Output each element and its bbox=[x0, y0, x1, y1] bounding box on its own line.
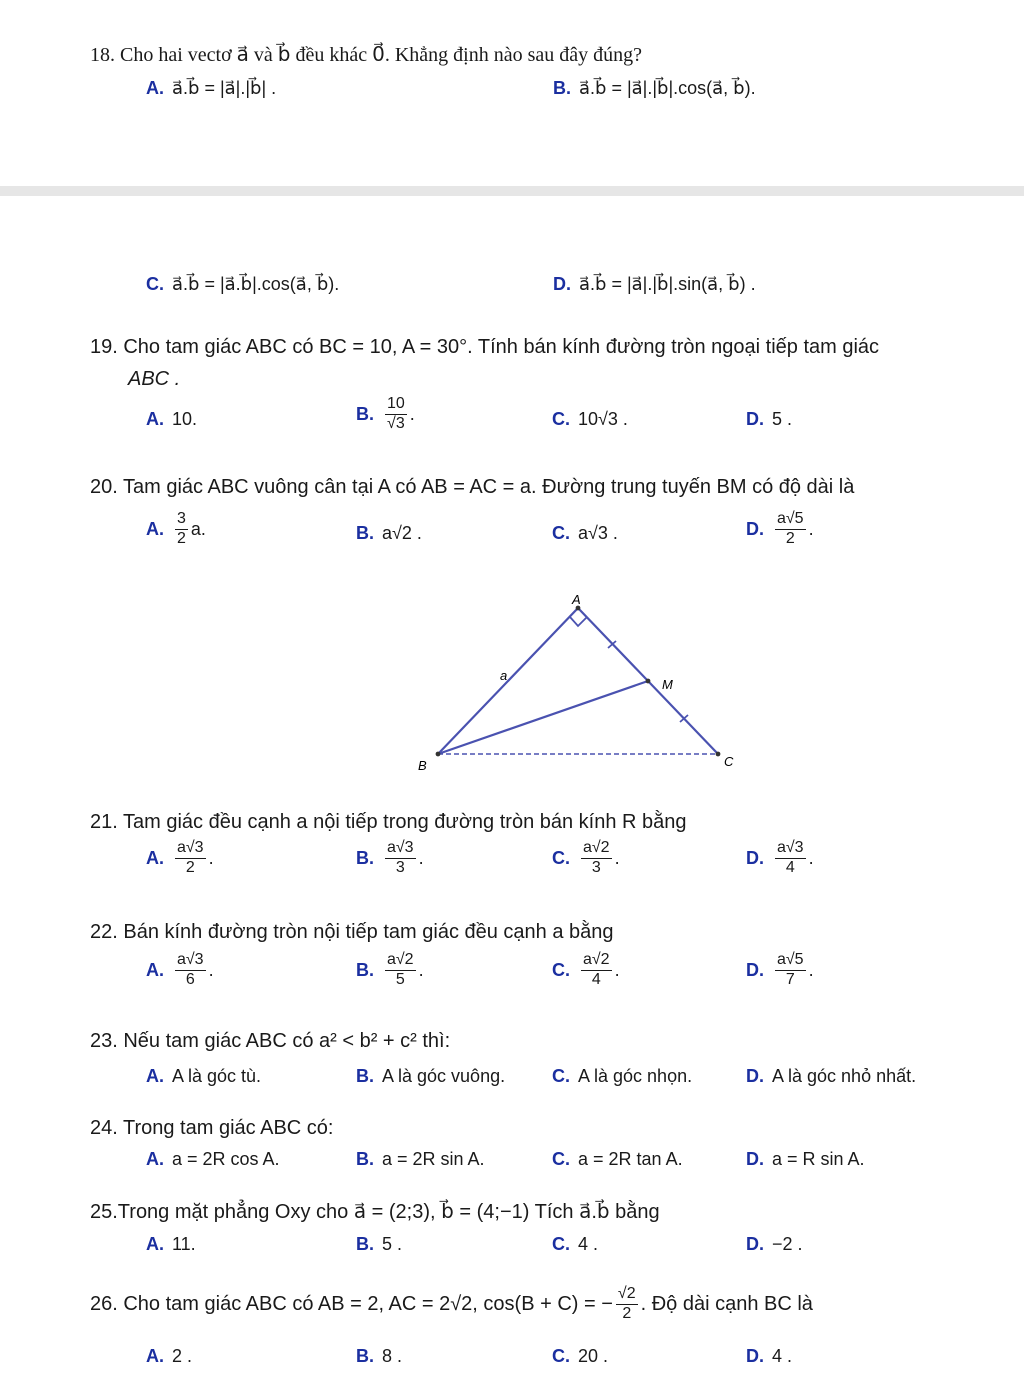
option-label: C. bbox=[552, 847, 570, 868]
q18-option-b[interactable] bbox=[553, 78, 756, 99]
option-text: 4 . bbox=[578, 1234, 599, 1254]
option-text: 4 . bbox=[772, 1346, 793, 1366]
q25-option-c[interactable] bbox=[552, 1234, 598, 1255]
option-label: B. bbox=[356, 523, 374, 543]
option-tail: . bbox=[808, 959, 814, 980]
label-c: C bbox=[724, 754, 734, 769]
option-tail: . bbox=[418, 847, 424, 868]
option-label: A. bbox=[146, 959, 164, 980]
q26-option-b[interactable] bbox=[356, 1346, 402, 1367]
q25-option-b[interactable] bbox=[356, 1234, 402, 1255]
fraction bbox=[175, 952, 206, 989]
q23-option-c[interactable] bbox=[552, 1066, 692, 1087]
option-label: C. bbox=[552, 523, 570, 543]
q26-option-a[interactable] bbox=[146, 1346, 192, 1367]
option-label: C. bbox=[552, 1346, 570, 1366]
option-tail: . bbox=[808, 518, 814, 539]
fraction bbox=[385, 952, 416, 989]
option-text: 20 . bbox=[578, 1346, 609, 1366]
fraction-numerator: a√3 bbox=[775, 840, 806, 859]
option-tail: . bbox=[208, 847, 214, 868]
q22-option-d[interactable] bbox=[746, 952, 814, 989]
q20-option-d[interactable] bbox=[746, 511, 814, 548]
q24-option-a[interactable] bbox=[146, 1149, 280, 1170]
option-label: C. bbox=[552, 1149, 570, 1169]
option-text: A là góc nhọn. bbox=[578, 1066, 693, 1086]
option-text: a√2 . bbox=[382, 523, 422, 543]
fraction-denominator: 2 bbox=[185, 858, 195, 876]
label-a: A bbox=[572, 592, 581, 607]
fraction-numerator: a√3 bbox=[175, 952, 206, 971]
fraction-denominator: 2 bbox=[785, 529, 795, 547]
fraction-denominator: 3 bbox=[395, 858, 405, 876]
q21-stem: 21. Tam giác đều cạnh a nội tiếp trong đường tròn bán kính R bằng bbox=[90, 811, 687, 833]
option-label: D. bbox=[746, 1066, 764, 1086]
side-ab bbox=[438, 608, 578, 754]
option-label: B. bbox=[356, 1149, 374, 1169]
q18-option-d[interactable] bbox=[553, 274, 756, 295]
option-label: B. bbox=[356, 847, 374, 868]
option-label: C. bbox=[552, 409, 570, 429]
right-angle-mark bbox=[570, 617, 587, 626]
option-text: A là góc vuông. bbox=[382, 1066, 506, 1086]
q26-stem-text: 26. Cho tam giác ABC có AB = 2, AC = 2√2, cos(B + C) = − bbox=[90, 1292, 613, 1315]
fraction-denominator: 2 bbox=[177, 529, 186, 547]
fraction-numerator: a√3 bbox=[385, 840, 416, 859]
q20-option-a[interactable] bbox=[146, 511, 206, 548]
triangle-figure bbox=[400, 590, 760, 780]
option-text: A là góc tù. bbox=[172, 1066, 262, 1086]
option-label: C. bbox=[552, 1234, 570, 1254]
q20-option-c[interactable] bbox=[552, 523, 618, 544]
fraction-denominator: 4 bbox=[591, 970, 601, 988]
option-text: a⃗.b⃗ = |a⃗|.|b⃗|.cos(a⃗, b⃗). bbox=[579, 78, 756, 98]
option-tail: . bbox=[208, 959, 214, 980]
option-label: B. bbox=[356, 1234, 374, 1254]
q22-option-b[interactable] bbox=[356, 952, 424, 989]
q19-stem: 19. Cho tam giác ABC có BC = 10, A = 30°. Tính bán kính đường tròn ngoại tiếp tam giác bbox=[90, 336, 880, 358]
option-label: B. bbox=[356, 1066, 374, 1086]
option-label: D. bbox=[746, 1149, 764, 1169]
fraction bbox=[775, 952, 806, 989]
option-tail: a. bbox=[190, 518, 206, 539]
q23-stem: 23. Nếu tam giác ABC có a² < b² + c² thì: bbox=[90, 1030, 451, 1052]
fraction bbox=[385, 840, 416, 877]
option-label: A. bbox=[146, 1234, 164, 1254]
q23-option-a[interactable] bbox=[146, 1066, 261, 1087]
fraction-denominator: 6 bbox=[185, 970, 195, 988]
q26-stem-text-end: . Độ dài cạnh BC là bbox=[640, 1292, 813, 1315]
fraction-denominator: 7 bbox=[785, 970, 795, 988]
fraction bbox=[775, 511, 806, 548]
option-label: A. bbox=[146, 1149, 164, 1169]
fraction-numerator: a√5 bbox=[775, 511, 806, 530]
q22-option-a[interactable] bbox=[146, 952, 214, 989]
fraction-numerator: 10 bbox=[385, 396, 407, 415]
option-text: 11. bbox=[172, 1234, 196, 1254]
q24-option-b[interactable] bbox=[356, 1149, 485, 1170]
option-label: B. bbox=[553, 78, 571, 98]
label-b: B bbox=[418, 758, 427, 773]
option-label: D. bbox=[746, 1346, 764, 1366]
q22-option-c[interactable] bbox=[552, 952, 620, 989]
option-text: a⃗.b⃗ = |a⃗.b⃗|.cos(a⃗, b⃗). bbox=[172, 274, 340, 294]
q19-option-c[interactable] bbox=[552, 409, 628, 430]
q20-stem: 20. Tam giác ABC vuông cân tại A có AB = AC = a. Đường trung tuyến BM có độ dài là bbox=[90, 476, 855, 498]
q26-stem bbox=[90, 1286, 813, 1323]
q21-option-b[interactable] bbox=[356, 840, 424, 877]
option-label: D. bbox=[746, 1234, 764, 1254]
option-text: 8 . bbox=[382, 1346, 403, 1366]
q18-stem: 18. Cho hai vectơ a⃗ và b⃗ đều khác 0⃗. Khẳng định nào sau đây đúng? bbox=[90, 44, 643, 66]
option-text: 10. bbox=[172, 409, 198, 429]
q24-option-c[interactable] bbox=[552, 1149, 683, 1170]
option-text: a = R sin A. bbox=[772, 1149, 865, 1169]
option-label: B. bbox=[356, 403, 374, 424]
label-side-a: a bbox=[500, 668, 508, 683]
median-bm bbox=[438, 681, 648, 754]
fraction bbox=[775, 840, 806, 877]
q23-option-b[interactable] bbox=[356, 1066, 505, 1087]
fraction bbox=[175, 840, 206, 877]
q20-option-b[interactable] bbox=[356, 523, 422, 544]
q19-option-b[interactable] bbox=[356, 396, 415, 433]
q19-option-a[interactable] bbox=[146, 409, 197, 430]
point-m bbox=[646, 679, 651, 684]
fraction bbox=[175, 511, 188, 548]
fraction-denominator: 4 bbox=[785, 858, 795, 876]
option-label: D. bbox=[553, 274, 571, 294]
option-text: 2 . bbox=[172, 1346, 193, 1366]
option-label: D. bbox=[746, 409, 764, 429]
option-text: a⃗.b⃗ = |a⃗|.|b⃗| . bbox=[172, 78, 277, 98]
fraction-numerator: a√5 bbox=[775, 952, 806, 971]
option-text: −2 . bbox=[772, 1234, 803, 1254]
point-b bbox=[436, 752, 441, 757]
q21-option-a[interactable] bbox=[146, 840, 214, 877]
option-label: A. bbox=[146, 1066, 164, 1086]
q26-option-d[interactable] bbox=[746, 1346, 792, 1367]
option-label: D. bbox=[746, 847, 764, 868]
option-label: B. bbox=[356, 959, 374, 980]
q18-option-a[interactable] bbox=[146, 78, 276, 99]
option-text: A là góc nhỏ nhất. bbox=[772, 1066, 917, 1086]
fraction bbox=[581, 840, 612, 877]
q23-option-d[interactable] bbox=[746, 1066, 916, 1087]
option-text: 5 . bbox=[772, 409, 793, 429]
option-label: C. bbox=[552, 959, 570, 980]
q24-stem: 24. Trong tam giác ABC có: bbox=[90, 1117, 334, 1139]
option-text: a = 2R cos A. bbox=[172, 1149, 280, 1169]
fraction bbox=[616, 1286, 638, 1323]
option-tail: . bbox=[418, 959, 424, 980]
q19-option-d[interactable] bbox=[746, 409, 792, 430]
option-text: a⃗.b⃗ = |a⃗|.|b⃗|.sin(a⃗, b⃗) . bbox=[579, 274, 756, 294]
option-label: A. bbox=[146, 518, 164, 539]
option-text: a = 2R tan A. bbox=[578, 1149, 683, 1169]
option-label: D. bbox=[746, 959, 764, 980]
fraction-numerator: 3 bbox=[175, 511, 188, 530]
option-label: A. bbox=[146, 409, 164, 429]
q25-stem: 25.Trong mặt phẳng Oxy cho a⃗ = (2;3), b⃗ = (4;−1) Tích a⃗.b⃗ bằng bbox=[90, 1201, 660, 1223]
fraction-numerator: √2 bbox=[616, 1286, 638, 1305]
option-label: A. bbox=[146, 847, 164, 868]
fraction-denominator: √3 bbox=[387, 414, 405, 432]
option-text: 10√3 . bbox=[578, 409, 628, 429]
option-text: a = 2R sin A. bbox=[382, 1149, 485, 1169]
fraction bbox=[581, 952, 612, 989]
q24-option-d[interactable] bbox=[746, 1149, 865, 1170]
option-text: 5 . bbox=[382, 1234, 403, 1254]
option-label: A. bbox=[146, 1346, 164, 1366]
option-label: A. bbox=[146, 78, 164, 98]
fraction-numerator: a√2 bbox=[385, 952, 416, 971]
option-label: C. bbox=[146, 274, 164, 294]
label-m: M bbox=[662, 677, 673, 692]
q25-option-d[interactable] bbox=[746, 1234, 803, 1255]
option-tail: . bbox=[808, 847, 814, 868]
q21-option-c[interactable] bbox=[552, 840, 620, 877]
option-label: B. bbox=[356, 1346, 374, 1366]
q25-option-a[interactable] bbox=[146, 1234, 196, 1255]
fraction-denominator: 3 bbox=[591, 858, 601, 876]
page-divider bbox=[0, 186, 1024, 196]
point-c bbox=[716, 752, 721, 757]
fraction bbox=[385, 396, 407, 433]
q21-option-d[interactable] bbox=[746, 840, 814, 877]
fraction-numerator: a√2 bbox=[581, 952, 612, 971]
option-label: C. bbox=[552, 1066, 570, 1086]
q26-option-c[interactable] bbox=[552, 1346, 608, 1367]
q18-option-c[interactable] bbox=[146, 274, 339, 295]
option-tail: . bbox=[409, 403, 415, 424]
q19-stem-cont: ABC . bbox=[128, 368, 181, 390]
q22-stem: 22. Bán kính đường tròn nội tiếp tam giác đều cạnh a bằng bbox=[90, 921, 614, 943]
fraction-denominator: 5 bbox=[395, 970, 405, 988]
option-tail: . bbox=[614, 959, 620, 980]
option-text: a√3 . bbox=[578, 523, 618, 543]
fraction-numerator: a√3 bbox=[175, 840, 206, 859]
fraction-denominator: 2 bbox=[622, 1304, 632, 1322]
option-label: D. bbox=[746, 518, 764, 539]
fraction-numerator: a√2 bbox=[581, 840, 612, 859]
option-tail: . bbox=[614, 847, 620, 868]
